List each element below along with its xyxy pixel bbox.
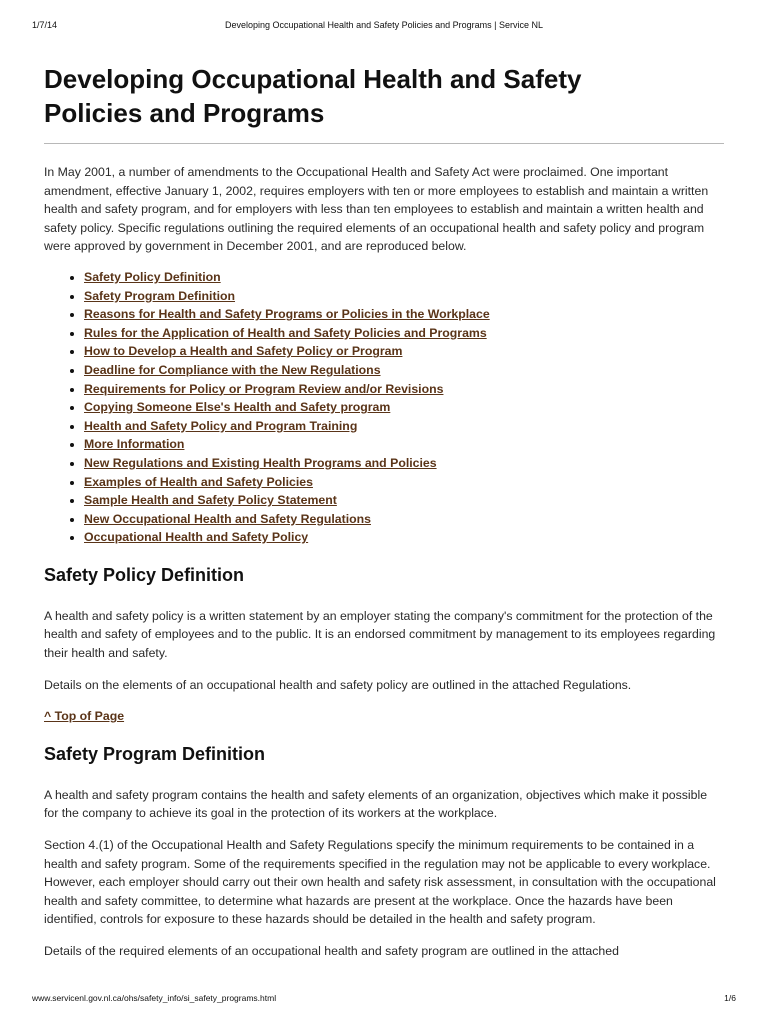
toc-link-more-information[interactable]: More Information xyxy=(84,437,185,452)
toc-link-safety-program-definition[interactable]: Safety Program Definition xyxy=(84,288,236,303)
print-date: 1/7/14 xyxy=(32,20,58,30)
toc-item xyxy=(84,510,724,529)
toc-item xyxy=(84,398,724,417)
toc-link-deadline[interactable]: Deadline for Compliance with the New Regulations xyxy=(84,362,381,377)
print-doc-title: Developing Occupational Health and Safety Policies and Programs | Service NL xyxy=(224,20,543,30)
main-content xyxy=(44,163,724,961)
print-footer xyxy=(32,993,736,1005)
toc-link-safety-policy-definition[interactable]: Safety Policy Definition xyxy=(84,269,221,284)
table-of-contents xyxy=(44,268,724,547)
toc-item xyxy=(84,268,724,287)
toc-item xyxy=(84,454,724,473)
toc-link-training[interactable]: Health and Safety Policy and Program Training xyxy=(84,418,358,433)
toc-item xyxy=(84,342,724,361)
policy-definition-paragraph: A health and safety policy is a written statement by an employer stating the company's commitment for the protection of the health and safety of employees and to the public. It is an endorsed commitment by management to its employees regarding their health and safety. xyxy=(44,608,716,661)
toc-item xyxy=(84,287,724,306)
toc-link-new-ohs-regulations[interactable]: New Occupational Health and Safety Regulations xyxy=(84,511,371,526)
top-of-page-link[interactable]: ^ Top of Page xyxy=(44,709,125,724)
top-link-wrapper xyxy=(44,707,724,726)
policy-details-paragraph: Details on the elements of an occupational health and safety policy are outlined in the attached Regulations. xyxy=(44,677,632,692)
toc-item xyxy=(84,361,724,380)
program-requirements-paragraph: Section 4.(1) of the Occupational Health and Safety Regulations specify the minimum requirements to be contained in a health and safety program. Some of the requirements specified in the regulation may not be applicable to every workplace. However, each employer should carry out their own health and safety risk assessment, in consultation with the occupational health and safety committee, to determine what hazards are present at the workplace. Once the hazards have been identified, controls for exposure to these hazards should be detailed in the health and safety program. xyxy=(44,838,716,927)
toc-item xyxy=(84,473,724,492)
toc-link-how-to-develop[interactable]: How to Develop a Health and Safety Policy or Program xyxy=(84,344,403,359)
toc-link-reasons[interactable]: Reasons for Health and Safety Programs or Policies in the Workplace xyxy=(84,307,490,322)
print-header xyxy=(32,20,736,34)
print-page-number: 1/6 xyxy=(724,993,736,1003)
intro-paragraph: In May 2001, a number of amendments to the Occupational Health and Safety Act were proclaimed. One important amendment, effective January 1, 2002, requires employers with ten or more employees to establish and maintain a written health and safety program, and for employers with less than ten employees to establish and maintain a written health and safety policy. Specific regulations outlining the required elements of an occupational health and safety policy and program were approved by government in December 2001, and are reproduced below. xyxy=(44,165,709,254)
page-title: Developing Occupational Health and Safety Policies and Programs xyxy=(44,64,582,128)
toc-item xyxy=(84,417,724,436)
toc-item xyxy=(84,380,724,399)
toc-item xyxy=(84,324,724,343)
print-url: www.servicenl.gov.nl.ca/ohs/safety_info/si_safety_programs.html xyxy=(32,993,277,1003)
toc-item xyxy=(84,528,724,547)
section-heading-safety-program: Safety Program Definition xyxy=(44,743,266,764)
toc-item xyxy=(84,435,724,454)
toc-link-copying[interactable]: Copying Someone Else's Health and Safety program xyxy=(84,400,391,415)
program-definition-paragraph: A health and safety program contains the health and safety elements of an organization, objectives which make it possible for the company to achieve its goal in the protection of its workers at the workplace. xyxy=(44,787,708,821)
toc-item xyxy=(84,491,724,510)
title-divider xyxy=(44,143,724,144)
toc-link-sample-statement[interactable]: Sample Health and Safety Policy Statement xyxy=(84,493,337,508)
section-heading-safety-policy: Safety Policy Definition xyxy=(44,564,245,585)
toc-link-examples[interactable]: Examples of Health and Safety Policies xyxy=(84,474,313,489)
toc-link-review-requirements[interactable]: Requirements for Policy or Program Review and/or Revisions xyxy=(84,381,444,396)
toc-link-ohs-policy[interactable]: Occupational Health and Safety Policy xyxy=(84,530,309,545)
toc-item xyxy=(84,305,724,324)
toc-link-new-regulations-existing[interactable]: New Regulations and Existing Health Programs and Policies xyxy=(84,455,437,470)
toc-link-rules[interactable]: Rules for the Application of Health and Safety Policies and Programs xyxy=(84,325,487,340)
program-details-paragraph: Details of the required elements of an occupational health and safety program are outlined in the attached xyxy=(44,944,619,958)
